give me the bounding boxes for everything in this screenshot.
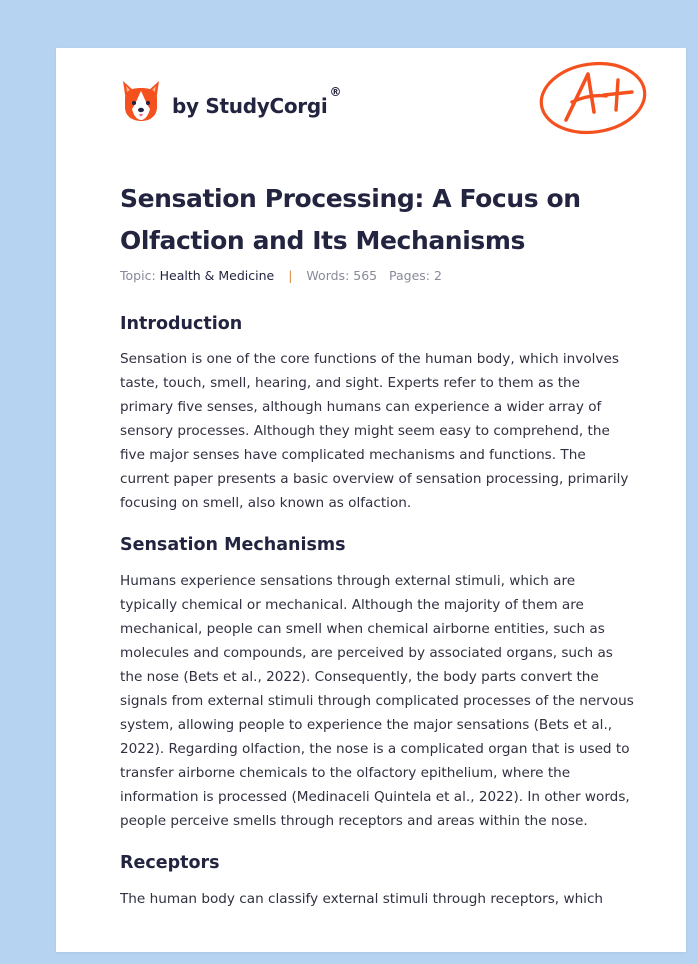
essay-title: Sensation Processing: A Focus on Olfaction and Its Mechanisms [120,184,581,255]
page-count: Pages: 2 [389,268,442,283]
section-paragraph-sensation-mechanisms: Humans experience sensations through external stimuli, which are typically chemical or mechanical. Although the majority of them are mechanical, people can smell when chemical airborne entities, such as molecules and compounds, are perceived by associated organs, such as the nose (Bets et al., 2022). Consequently, the body parts convert the signals from external stimuli through complicated processes of the nervous system, allowing people to experience the major sensations (Bets et al., 2022). Regarding olfaction, the nose is a complicated organ that is used to transfer airborne chemicals to the olfactory epithelium, where the information is processed (Medinaceli Quintela et al., 2022). In other words, people perceive smells through receptors and areas within the nose. [120,573,634,829]
essay-body [120,310,636,911]
topic-link[interactable]: Health & Medicine [159,268,275,283]
meta-separator: | [288,268,293,283]
section-heading-receptors: Receptors [120,853,220,873]
studycorgi-logo[interactable] [120,76,341,126]
section-heading-introduction: Introduction [120,314,243,334]
document-page [56,48,686,952]
section-paragraph-receptors: The human body can classify external stimuli through receptors, which [120,891,604,907]
a-plus-grade-icon [536,58,652,140]
word-count: Words: 565 [306,268,378,283]
essay-meta [120,268,442,283]
brand-name: by StudyCorgi® [172,85,342,118]
section-heading-sensation-mechanisms: Sensation Mechanisms [120,535,346,555]
topic-label: Topic: [120,268,156,283]
corgi-logo-icon [120,79,162,123]
registered-mark: ® [329,85,342,99]
section-paragraph-introduction: Sensation is one of the core functions of the human body, which involves taste, touch, smell, hearing, and sight. Experts refer to them as the primary five senses, although humans can experience a wider array of sensory processes. Although they might seem easy to comprehend, the five major senses have complicated mechanisms and functions. The current paper presents a basic overview of sensation processing, primarily focusing on smell, also known as olfaction. [120,351,629,511]
